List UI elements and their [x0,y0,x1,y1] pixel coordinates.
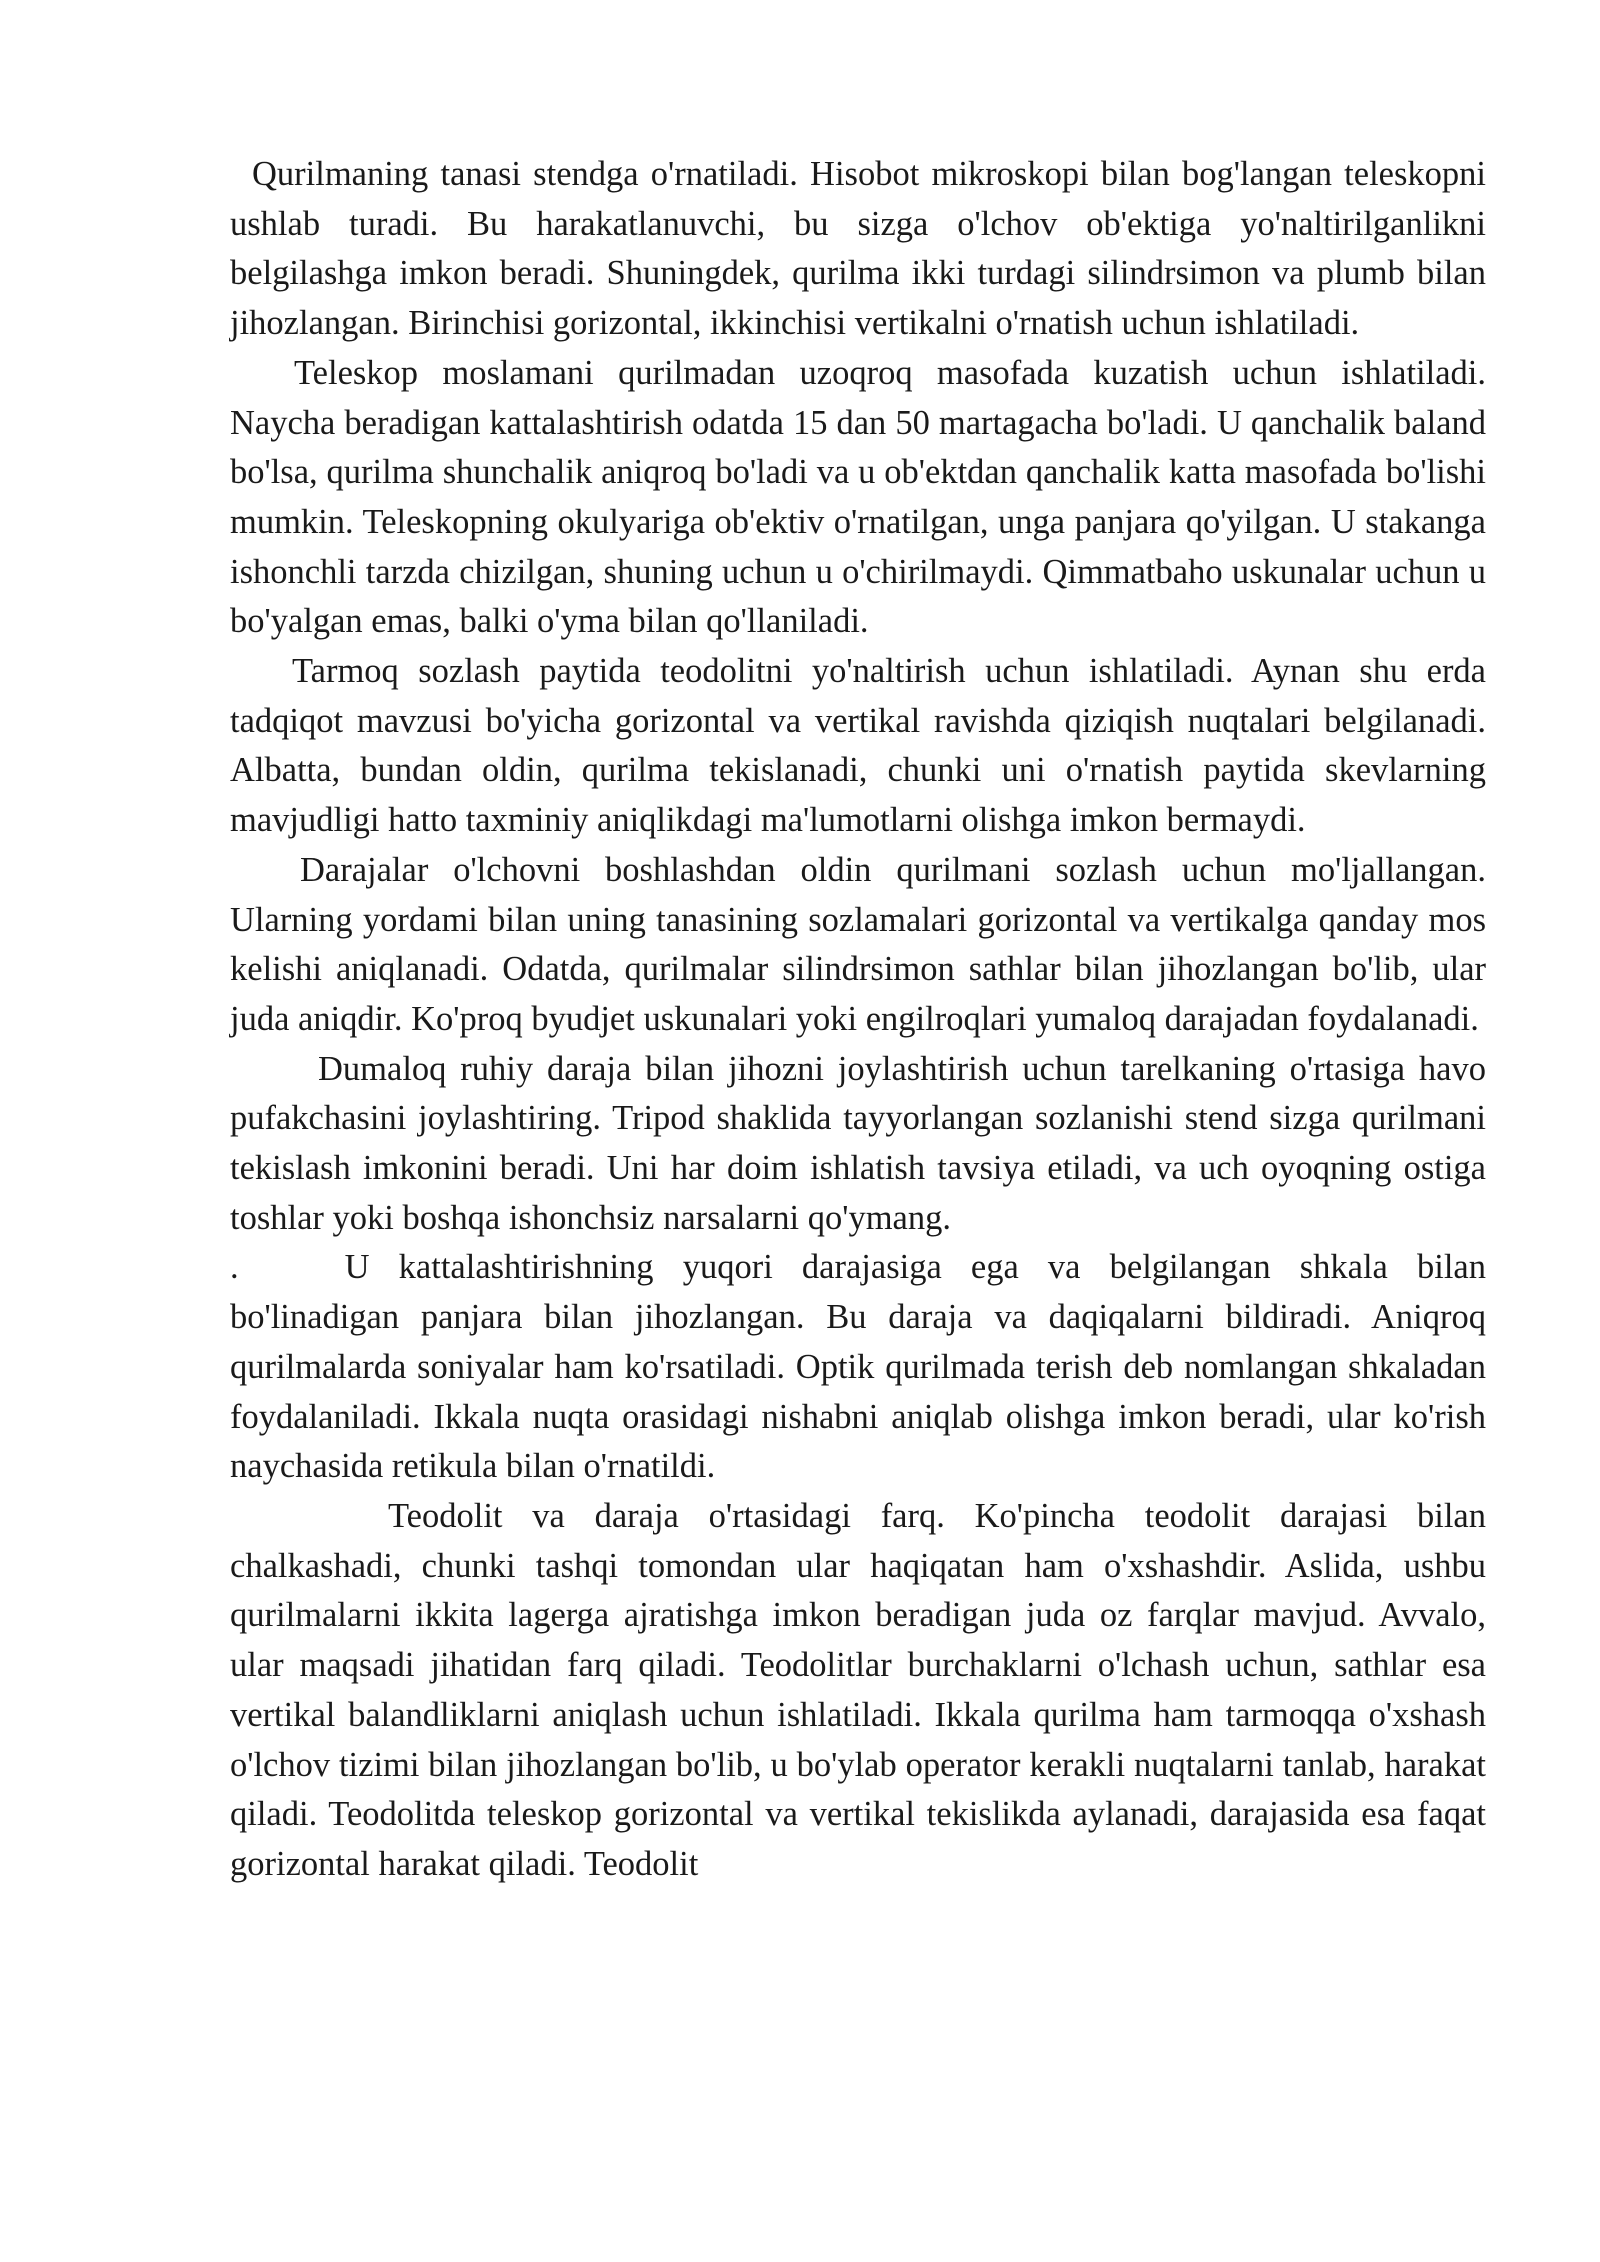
paragraph-text: Darajalar o'lchovni boshlashdan oldin qurilmani sozlash uchun mo'ljallangan. Ularning yordami bilan uning tanasining sozlamalari gorizontal va vertikalga qanday mos kelishi aniqlanadi. Odatda, qurilmalar silindrsimon sathlar bilan jihozlangan bo'lib, ular juda aniqdir. Ko'proq byudjet uskunalari yoki engilroqlari yumaloq darajadan foydalanadi. [230,850,1486,1038]
paragraph-circular-level [230,1045,1486,1244]
paragraph-telescope [230,349,1486,647]
paragraph-device-body [230,150,1486,349]
paragraph-text: Teleskop moslamani qurilmadan uzoqroq masofada kuzatish uchun ishlatiladi. Naycha beradigan kattalashtirish odatda 15 dan 50 martagacha bo'ladi. U qanchalik baland bo'lsa, qurilma shunchalik aniqroq bo'ladi va u ob'ektdan qanchalik katta masofada bo'lishi mumkin. Teleskopning okulyariga ob'ektiv o'rnatilgan, unga panjara qo'yilgan. U stakanga ishonchli tarzda chizilgan, shuning uchun u o'chirilmaydi. Qimmatbaho uskunalar uchun u bo'yalgan emas, balki o'yma bilan qo'llaniladi. [230,353,1486,641]
paragraph-theodolite-vs-level [230,1492,1486,1890]
paragraph-text: Teodolit va daraja o'rtasidagi farq. Ko'pincha teodolit darajasi bilan chalkashadi, chunki tashqi tomondan ular haqiqatan ham o'xshashdir. Aslida, ushbu qurilmalarni ikkita lagerga ajratishga imkon beradigan juda oz farqlar mavjud. Avvalo, ular maqsadi jihatidan farq qiladi. Teodolitlar burchaklarni o'lchash uchun, sathlar esa vertikal balandliklarni aniqlash uchun ishlatiladi. Ikkala qurilma ham tarmoqqa o'xshash o'lchov tizimi bilan jihozlangan bo'lib, u bo'ylab operator kerakli nuqtalarni tanlab, harakat qiladi. Teodolitda teleskop gorizontal va vertikal tekislikda aylanadi, darajasida esa faqat gorizontal harakat qiladi. Teodolit [230,1496,1486,1883]
paragraph-text: Qurilmaning tanasi stendga o'rnatiladi. Hisobot mikroskopi bilan bog'langan teleskopni ushlab turadi. Bu harakatlanuvchi, bu sizga o'lchov ob'ektiga yo'naltirilganlikni belgilashga imkon beradi. Shuningdek, qurilma ikki turdagi silindrsimon va plumb bilan jihozlangan. Birinchisi gorizontal, ikkinchisi vertikalni o'rnatish uchun ishlatiladi. [230,155,1486,343]
paragraph-levels [230,846,1486,1045]
paragraph-text: Tarmoq sozlash paytida teodolitni yo'naltirish uchun ishlatiladi. Aynan shu erda tadqiqot mavzusi bo'yicha gorizontal va vertikal ravishda qiziqish nuqtalari belgilanadi. Albatta, bundan oldin, qurilma tekislanadi, chunki uni o'rnatish paytida skevlarning mavjudligi hatto taxminiy aniqlikdagi ma'lumotlarni olishga imkon bermaydi. [230,652,1486,840]
paragraph-text: U kattalashtirishning yuqori darajasiga ega va belgilangan shkala bilan bo'linadigan panjara bilan jihozlangan. Bu daraja va daqiqalarni bildiradi. Aniqroq qurilmalarda soniyalar ham ko'rsatiladi. Optik qurilmada terish deb nomlangan shkaladan foydalaniladi. Ikkala nuqta orasidagi nishabni aniqlab olishga imkon beradi, ular ko'rish naychasida retikula bilan o'rnatildi. [230,1248,1486,1486]
paragraph-reticle [230,647,1486,846]
document-body [230,150,1486,1890]
paragraph-text: Dumaloq ruhiy daraja bilan jihozni joylashtirish uchun tarelkaning o'rtasiga havo pufakchasini joylashtiring. Tripod shaklida tayyorlangan sozlanishi stend sizga qurilmani tekislash imkonini beradi. Uni har doim ishlatish tavsiya etiladi, va uch oyoqning ostiga toshlar yoki boshqa ishonchsiz narsalarni qo'ymang. [230,1049,1486,1237]
paragraph-lead-mark: . [230,1248,239,1287]
paragraph-magnification [230,1243,1486,1492]
